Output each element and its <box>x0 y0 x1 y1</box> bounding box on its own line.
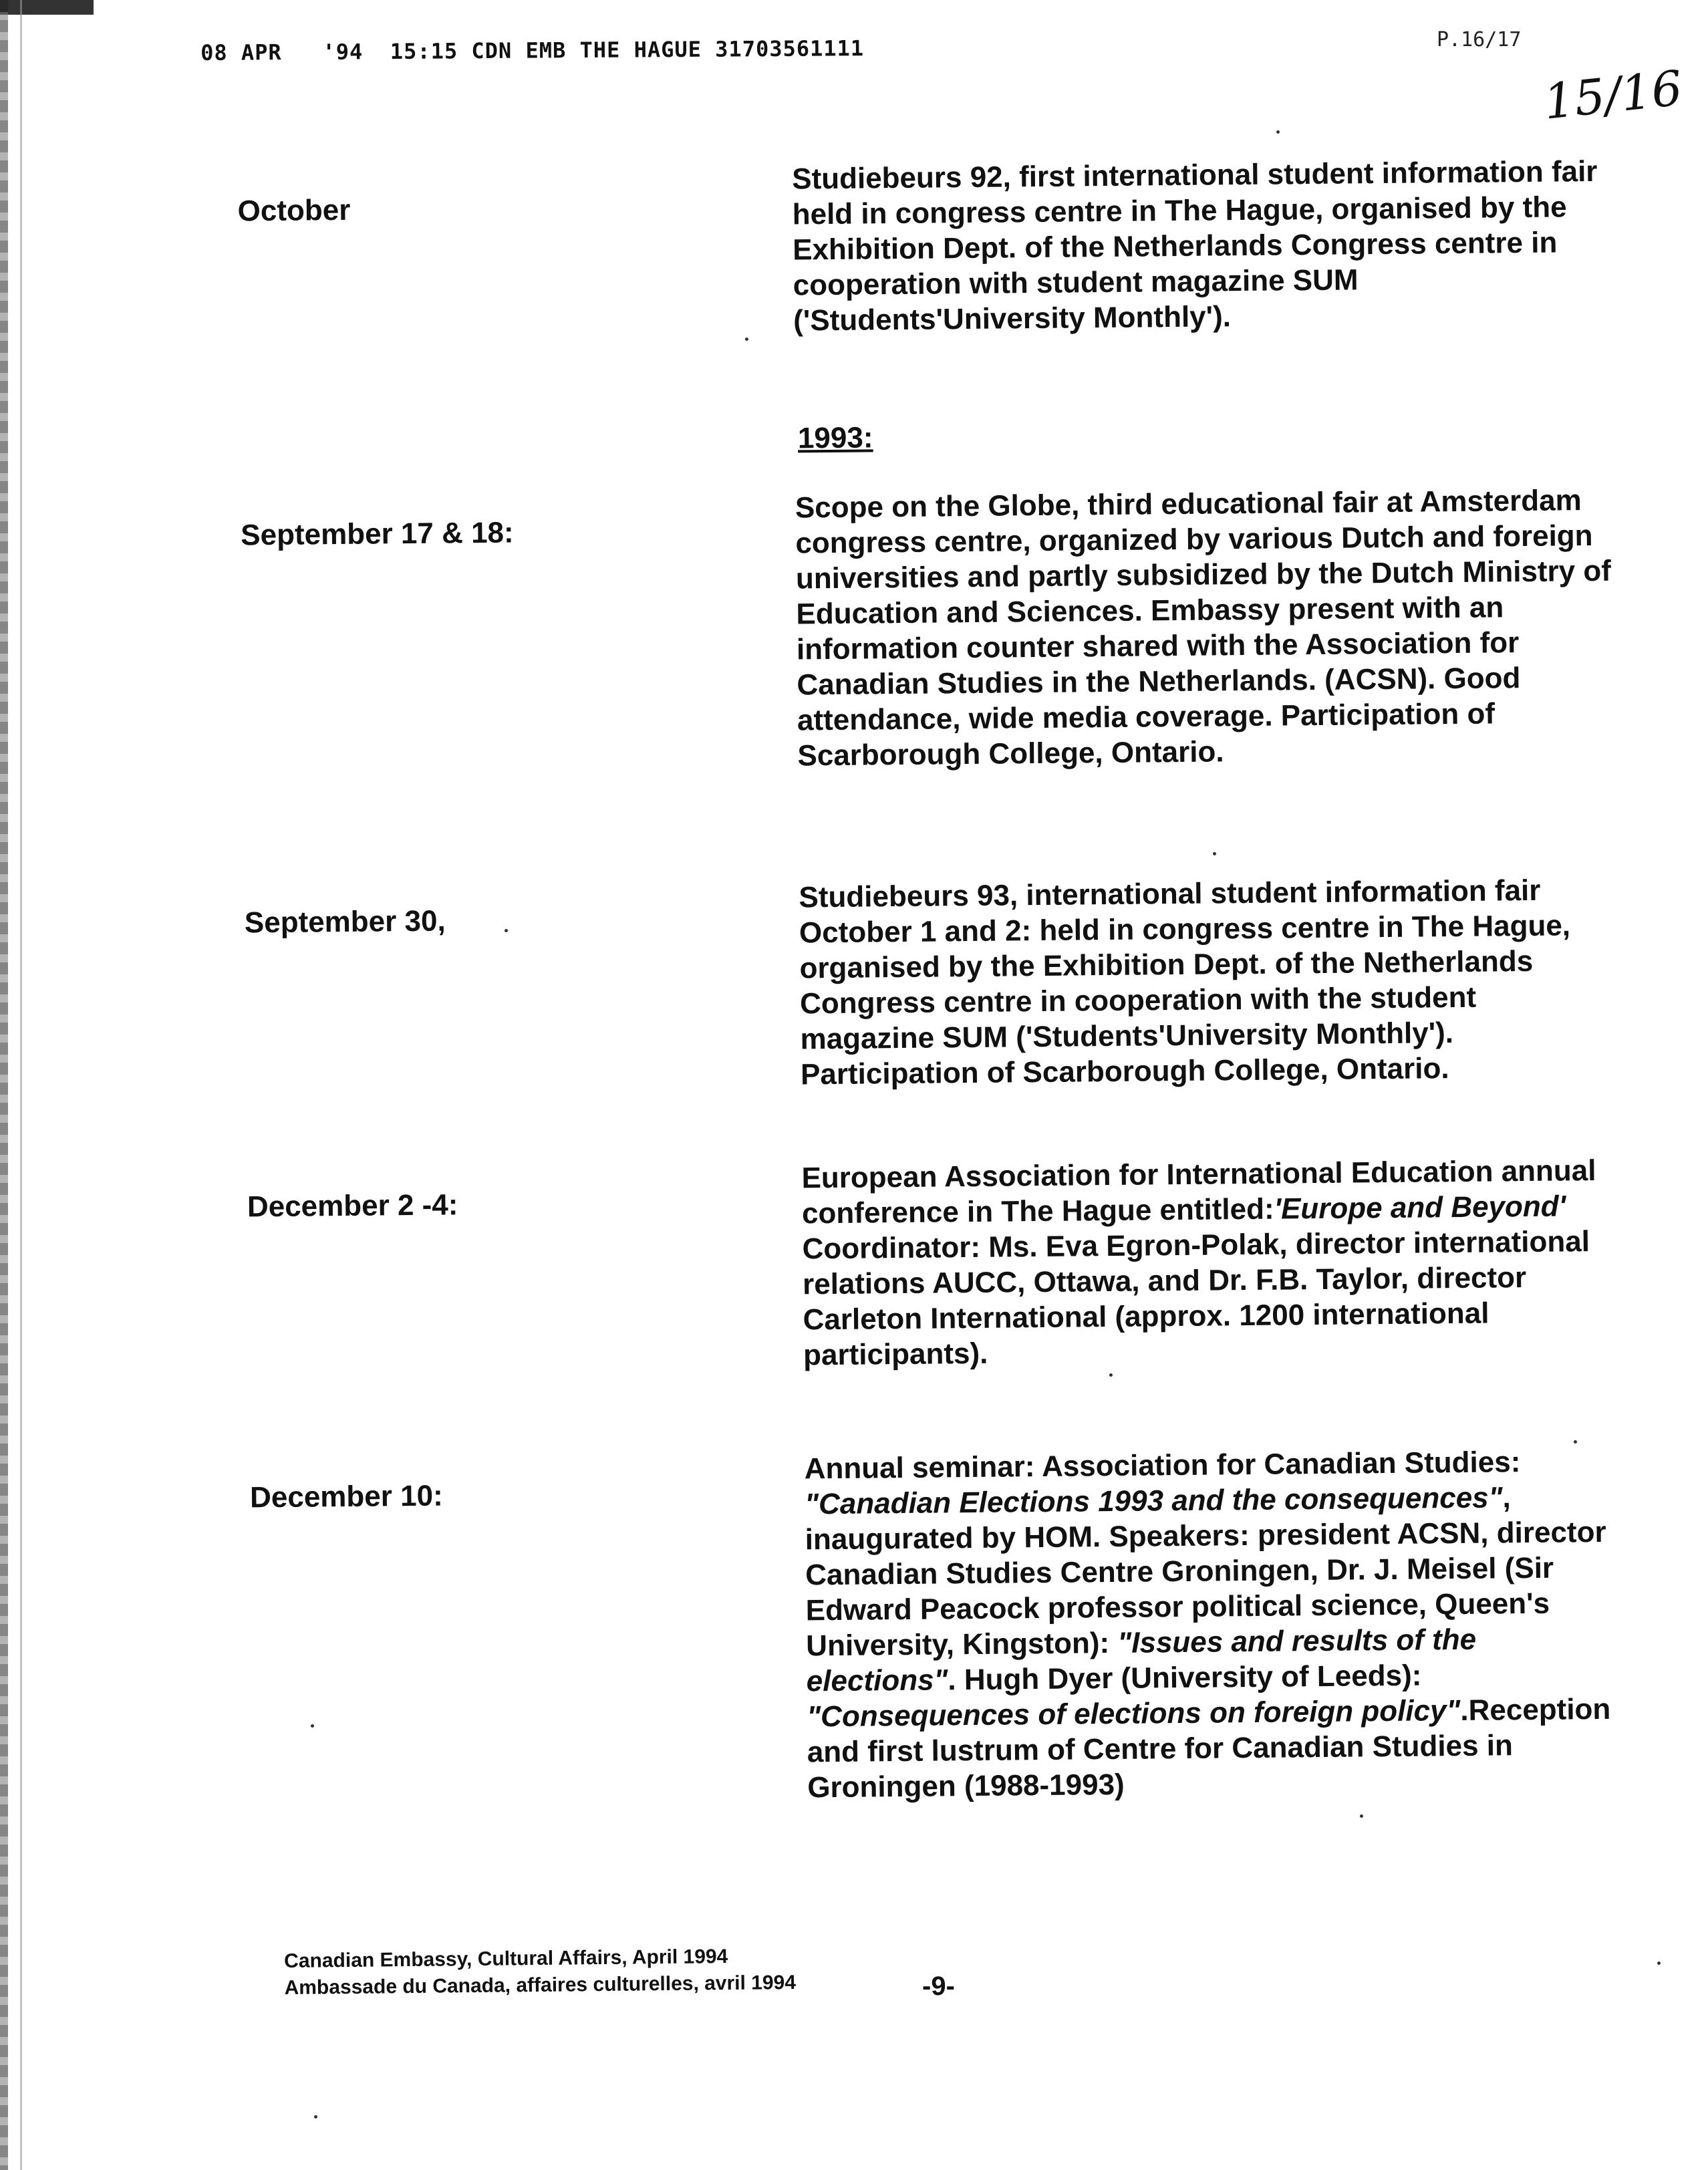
entry-text <box>804 1444 1622 1806</box>
scan-speck <box>1213 852 1216 855</box>
entry-text <box>792 154 1608 339</box>
entry-date: September 17 & 18: <box>241 516 514 552</box>
entry-italic-talk-2: "Consequences of elections on foreign policy" <box>807 1694 1461 1734</box>
scan-corner-mark <box>0 0 94 15</box>
scan-speck <box>1109 1373 1113 1377</box>
entry-date: December 10: <box>249 1479 443 1514</box>
entry-lead: Studiebeurs 92 <box>791 160 1003 196</box>
entry-text <box>795 483 1613 774</box>
scan-speck <box>1360 1814 1363 1818</box>
page-number: -9- <box>922 1972 955 2001</box>
scan-speck <box>1574 1440 1577 1444</box>
entry-body-cont: . Hugh Dyer (University of Leeds): <box>948 1659 1422 1697</box>
entry-lead: European Association for International Education <box>801 1155 1493 1195</box>
entry-italic-title: "Canadian Elections 1993 and the consequences" <box>805 1481 1503 1521</box>
scan-left-edge <box>0 0 8 2170</box>
entry-italic-talk-1: "Issues and results of the elections" <box>806 1623 1477 1698</box>
entry-body: annual conference in The Hague entitled: <box>801 1154 1596 1230</box>
entry-lead: Annual seminar: Association for Canadian Studies: <box>804 1446 1521 1486</box>
entry-body: , international student information fair October 1 and 2: held in congress centre in The Hague, organised by the Exhibition Dept. of the Netherlands Congress centre in cooperation with the student magazine SUM ('Students'University Monthly'). Participation of Scarborough College, Ontario. <box>799 873 1571 1091</box>
footer-line-french: Ambassade du Canada, affaires culturelles, avril 1994 <box>284 1971 797 1999</box>
entry-body: , third educational fair at Amsterdam congress centre, organized by various Dutch and foreign universities and partly subsidized by the Dutch Ministry of Education and Sciences. Embassy present with an information counter shared with the Association for Canadian Studies in the Netherlands. (ACSN). Good attendance, wide media coverage. Participation of Scarborough College, Ontario. <box>795 484 1612 773</box>
entry-text <box>799 872 1616 1093</box>
scan-speck <box>745 337 748 341</box>
entry-body: , inaugurated by HOM. Speakers: president ACSN, director Canadian Studies Centre Groningen, Dr. J. Meisel (Sir Edward Peacock professor political science, Queen's University, Kingston): <box>805 1481 1606 1663</box>
fax-page-marker: P.16/17 <box>1437 28 1522 51</box>
scan-speck <box>1657 1961 1661 1965</box>
scan-speck <box>311 1724 314 1728</box>
entry-lead: Scope on the Globe <box>795 489 1072 525</box>
entry-date: December 2 -4: <box>247 1188 458 1224</box>
scan-speck <box>314 2115 317 2119</box>
entry-text <box>801 1153 1618 1373</box>
scan-left-rule <box>20 0 22 2170</box>
handwritten-page-number: 15/16 <box>1541 59 1685 130</box>
fax-header-line: 08 APR '94 15:15 CDN EMB THE HAGUE 31703561111 <box>200 35 865 65</box>
entry-date: October <box>237 193 351 228</box>
footer-line-english: Canadian Embassy, Cultural Affairs, April 1994 <box>284 1945 728 1972</box>
footer-credit <box>284 1943 796 2002</box>
year-heading: 1993: <box>797 421 873 455</box>
entry-italic-title: 'Europe and Beyond' <box>1274 1190 1566 1226</box>
scan-speck <box>1276 130 1280 134</box>
entry-lead: Studiebeurs 93 <box>799 879 1010 914</box>
entry-body: , first international student information fair held in congress centre in The Hague, organised by the Exhibition Dept. of the Netherlands Congress centre in cooperation with student magazine SUM ('Students'University Monthly'). <box>792 154 1598 337</box>
entry-body-cont: Coordinator: Ms. Eva Egron-Polak, director international relations AUCC, Ottawa, and Dr. F.B. Taylor, director Carleton International (approx. 1200 international participants). <box>802 1225 1590 1372</box>
scan-speck <box>505 929 508 932</box>
entry-date: September 30, <box>244 904 446 940</box>
entry-body-end: .Reception and first lustrum of Centre for Canadian Studies in Groningen (1988-1993) <box>807 1692 1611 1804</box>
